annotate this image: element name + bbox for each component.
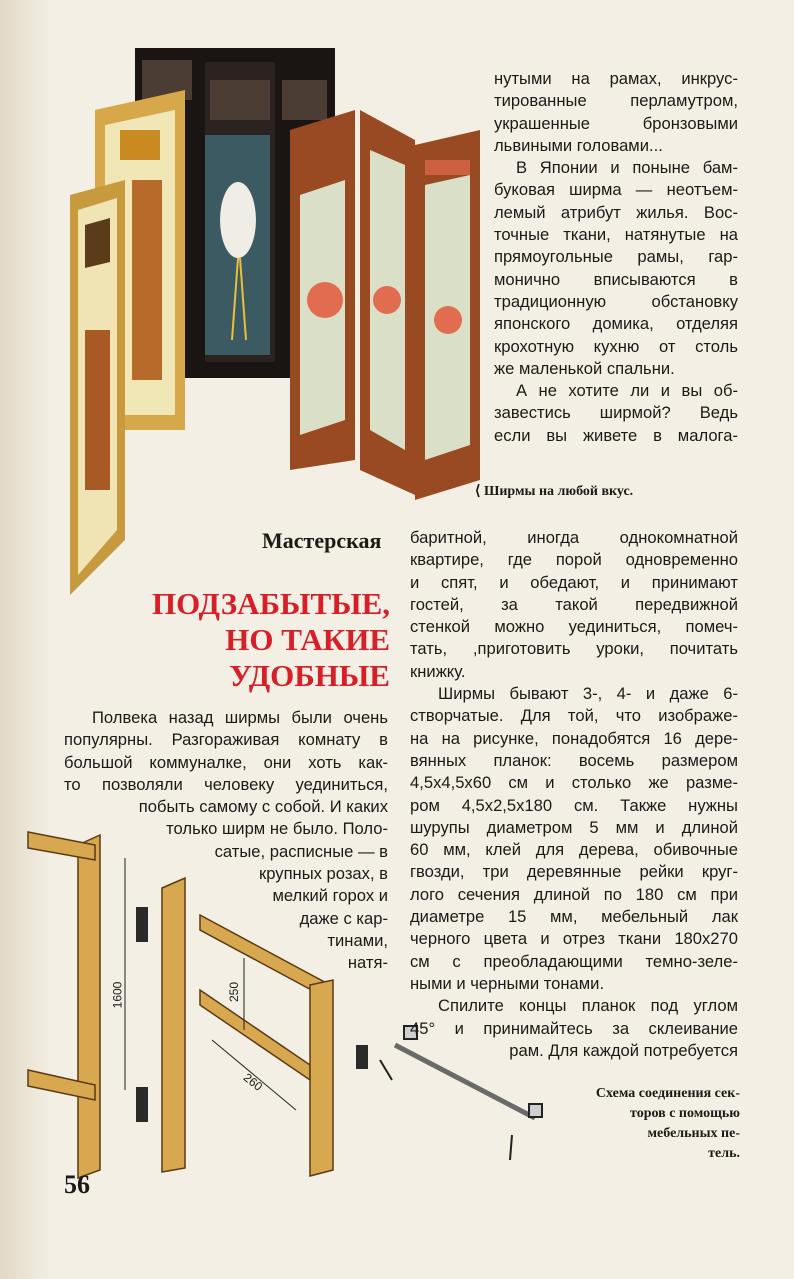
text-line: лемый атрибут жилья. Вос- — [494, 202, 738, 222]
text-line: квартире, где порой одновременно — [410, 550, 738, 570]
text-line: традиционную обстановку — [494, 291, 738, 311]
text-line: то позволяли человеку уединиться, — [64, 774, 388, 794]
text-line: тированные перламутром, — [494, 91, 738, 111]
text-line: львиными головами... — [494, 135, 663, 155]
text-line: шурупы диаметром 5 мм и длиной — [410, 817, 738, 837]
text-line: рам. Для каждой потребуется — [509, 1040, 738, 1060]
dimension-260: 260 — [240, 1070, 266, 1094]
caption-line: мебельных пе- — [647, 1126, 740, 1141]
dimension-250: 250 — [227, 981, 242, 1003]
text-line: створчатые. Для той, что изображе- — [410, 706, 738, 726]
text-line: популярны. Разгораживая комнату в — [64, 730, 388, 750]
article-title — [150, 586, 390, 694]
text-line: если вы живете в малога- — [494, 425, 738, 445]
section-label: Мастерская — [262, 528, 382, 553]
text-line: и спят, и обедают, и принимают — [410, 572, 738, 592]
text-line: буковая ширма — неотъем- — [494, 180, 738, 200]
caption-line: тель. — [708, 1146, 740, 1161]
text-line: на на рисунке, понадобятся 16 дере- — [410, 728, 738, 748]
text-line: большой коммуналке, они хоть как- — [64, 752, 388, 772]
text-line: украшенные бронзовыми — [494, 113, 738, 133]
text-line: побыть самому с собой. И каких — [138, 797, 388, 817]
text-line: баритной, иногда однокомнатной — [410, 528, 738, 547]
text-line: 4,5х4,5х60 см и столько же разме- — [410, 773, 738, 793]
text-line: ными и черными тонами. — [410, 973, 605, 993]
text-column-left — [64, 707, 388, 975]
caption-screens — [475, 482, 695, 502]
text-line: 45° и принимайтесь за склеивание — [410, 1018, 738, 1038]
text-line: сатые, расписные — в — [214, 841, 388, 861]
text-line: диаметре 15 мм, мебельный лак — [410, 907, 738, 927]
text-line: завестись ширмой? Ведь — [494, 403, 738, 423]
text-line: только ширм не было. Поло- — [166, 819, 388, 839]
text-line: книжку. — [410, 661, 466, 681]
title-line: НО ТАКИЕ — [225, 622, 390, 657]
text-line: мелкий горох и — [272, 886, 388, 906]
text-line: Полвека назад ширмы были очень — [92, 708, 388, 727]
text-line: вянных планок: восемь размером — [410, 750, 738, 770]
text-line: натя- — [347, 953, 388, 973]
text-line: стенкой можно уединиться, помеч- — [410, 617, 738, 637]
text-line: В Японии и поныне бам- — [516, 158, 738, 178]
text-line: крохотную кухню от столь — [494, 336, 738, 356]
text-column-top-right — [494, 68, 738, 447]
text-line: ром 4,5х2,5х180 см. Также нужны — [410, 795, 738, 815]
text-line: гвозди, три деревянные рейки круг- — [410, 862, 738, 882]
text-column-right — [410, 527, 738, 1062]
dimension-1600: 1600 — [110, 981, 125, 1009]
text-line: тать, ,приготовить уроки, почитать — [410, 639, 738, 659]
text-line: точные ткани, натянутые на — [494, 225, 738, 245]
text-line: даже с кар- — [299, 908, 388, 928]
text-line: гостей, за такой передвижной — [410, 594, 738, 614]
page-number: 56 — [64, 1170, 90, 1199]
text-line: нутыми на рамах, инкрус- — [494, 69, 738, 88]
text-line: А не хотите ли и вы об- — [516, 381, 738, 401]
text-line: тинами, — [327, 930, 388, 950]
text-line: лого сечения длиной по 180 см при — [410, 884, 738, 904]
caption-arrow-icon: ⟨ — [475, 484, 481, 499]
text-line: см с преобладающими темно-зеле- — [410, 951, 738, 971]
text-line: японского домика, отделяя — [494, 314, 738, 334]
caption-line: торов с помощью — [630, 1106, 740, 1121]
text-line: крупных розах, в — [258, 864, 388, 884]
text-line: же маленькой спальни. — [494, 358, 675, 378]
caption-screens-text: Ширмы на любой вкус. — [483, 484, 634, 499]
text-line: монично вписываются в — [494, 269, 738, 289]
text-line: Спилите концы планок под углом — [438, 996, 738, 1016]
caption-line: Схема соединения сек- — [595, 1086, 740, 1101]
text-line: прямоугольные рамы, гар- — [494, 247, 738, 267]
text-line: черного цвета и отрез ткани 180х270 — [410, 929, 738, 949]
caption-diagram — [548, 1084, 740, 1164]
title-line: УДОБНЫЕ — [229, 658, 390, 693]
text-line: 60 мм, клей для дерева, обивочные — [410, 840, 738, 860]
text-line: Ширмы бывают 3-, 4- и даже 6- — [438, 684, 738, 704]
title-line: ПОДЗАБЫТЫЕ, — [151, 586, 390, 621]
